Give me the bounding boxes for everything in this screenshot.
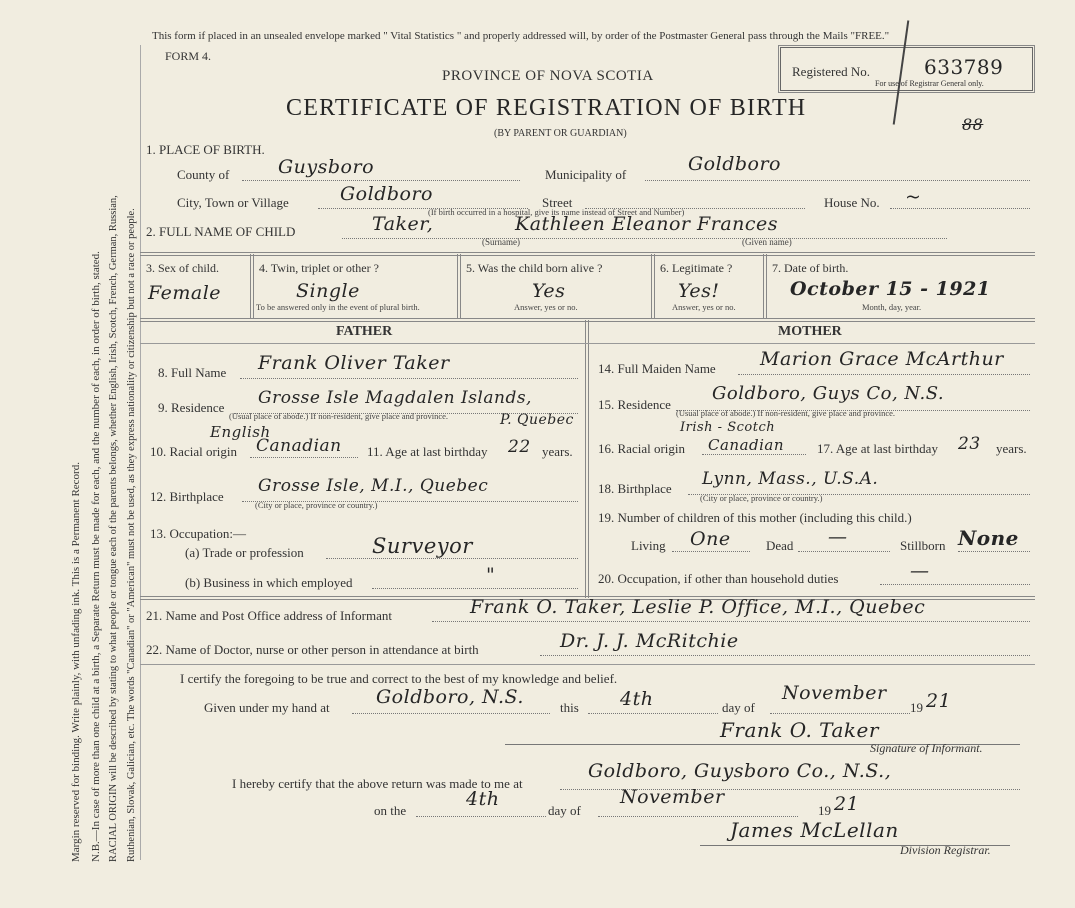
informant-value: Frank O. Taker, Leslie P. Office, M.I., Quebec (470, 596, 926, 618)
municipality-value: Goldboro (688, 153, 781, 175)
legit-note: Answer, yes or no. (672, 302, 736, 312)
registrar-text: I hereby certify that the above return was made to me at (232, 776, 523, 791)
sex-label: 3. Sex of child. (146, 261, 219, 275)
corner-mark: 88 (962, 115, 984, 134)
given-at-line (352, 713, 550, 714)
mother-res-note: (Usual place of abode.) If non-resident, give place and province. (676, 408, 896, 418)
registrar-year: 21 (834, 793, 860, 815)
given-year: 21 (926, 690, 952, 712)
day-line (588, 713, 718, 714)
mother-name: Marion Grace McArthur (760, 348, 1004, 370)
registered-note: For use of Registrar General only. (875, 79, 984, 88)
date-note: Month, day, year. (862, 302, 922, 312)
house-line (890, 208, 1030, 209)
doctor-line (540, 655, 1030, 656)
given-at-value: Goldboro, N.S. (376, 686, 524, 708)
mother-birthplace: Lynn, Mass., U.S.A. (702, 469, 879, 489)
county-value: Guysboro (278, 156, 375, 178)
informant-label: 21. Name and Post Office address of Informant (146, 608, 392, 623)
dead-value: — (828, 526, 848, 548)
registrar-day-line (416, 816, 546, 817)
parents-subline (140, 343, 1035, 344)
trade-line (326, 558, 578, 559)
mother-name-label: 14. Full Maiden Name (598, 361, 716, 376)
children-label: 19. Number of children of this mother (including this child.) (598, 510, 912, 525)
page-subtitle: (BY PARENT OR GUARDIAN) (494, 128, 627, 139)
father-trade: Surveyor (372, 534, 473, 558)
stillborn-value: None (958, 526, 1019, 550)
mother-occ-value: — (910, 560, 930, 582)
father-birthplace: Grosse Isle, M.I., Quebec (258, 476, 489, 496)
registrar-day: 4th (466, 788, 500, 810)
father-res-label: 9. Residence (158, 400, 225, 415)
mother-occ-line (880, 584, 1030, 585)
city-label: City, Town or Village (177, 195, 289, 210)
margin-note-1: Margin reserved for binding. Write plainly, with unfading ink. This is a Permanent Record. (70, 462, 82, 862)
mother-age: 23 (958, 434, 981, 454)
mother-occ-label: 20. Occupation, if other than household duties (598, 571, 839, 586)
margin-note-4: Ruthenian, Slovak, Galician, etc. The words "Canadian" or "American" must not be used, as they express nationality or citizenship but not a race or people. (126, 208, 137, 862)
month-line (770, 713, 910, 714)
municipality-line (645, 180, 1030, 181)
given-note: (Given name) (742, 237, 792, 247)
mother-bp-label: 18. Birthplace (598, 481, 672, 496)
child-name-line (342, 238, 947, 239)
divider-v4 (763, 254, 767, 318)
father-racial: Canadian (256, 436, 342, 456)
registered-number: 633789 (924, 55, 1004, 79)
informant-signature: Frank O. Taker (720, 718, 879, 742)
legit-value: Yes! (678, 280, 720, 302)
mother-heading: MOTHER (778, 324, 842, 339)
sex-value: Female (148, 282, 222, 304)
city-value: Goldboro (340, 183, 433, 205)
father-residence: Grosse Isle Magdalen Islands, (258, 388, 532, 408)
divider-v2 (457, 254, 461, 318)
margin-notes (58, 30, 142, 870)
given-day-label: day of (722, 700, 755, 715)
divider-v1 (250, 254, 254, 318)
mother-res-label: 15. Residence (598, 397, 671, 412)
margin-note-2: N.B.—In case of more than one child at a birth, a Separate Return must be made for each, and the number of each, in order of birth, stated. (90, 251, 102, 862)
date-label: 7. Date of birth. (772, 261, 849, 275)
father-heading: FATHER (336, 324, 393, 339)
registrar-day-label: day of (548, 803, 581, 818)
doctor-value: Dr. J. J. McRitchie (560, 630, 739, 652)
county-label: County of (177, 167, 230, 182)
mother-bp-note: (City or place, province or country.) (700, 493, 823, 503)
father-racial-line (250, 457, 358, 458)
mother-racial-label: 16. Racial origin (598, 441, 686, 456)
dead-line (798, 551, 890, 552)
father-age-label: 11. Age at last birthday (367, 444, 488, 459)
registrar-place: Goldboro, Guysboro Co., N.S., (588, 760, 892, 782)
mother-years: years. (996, 441, 1027, 456)
child-given-name: Kathleen Eleanor Frances (515, 213, 779, 235)
divider-v3 (651, 254, 655, 318)
father-name-line (240, 378, 578, 379)
registrar-on-label: on the (374, 803, 407, 818)
surname-note: (Surname) (482, 237, 520, 247)
alive-label: 5. Was the child born alive ? (466, 261, 603, 275)
given-day: 4th (620, 688, 654, 710)
house-dash: ~ (905, 186, 922, 208)
this-label: this (560, 700, 579, 715)
given-year-prefix: 19 (910, 700, 923, 715)
frame-left (140, 45, 141, 860)
street-note: (If birth occurred in a hospital, give its name instead of Street and Number) (428, 207, 685, 217)
father-age: 22 (508, 437, 531, 457)
mother-racial-correction: Irish - Scotch (680, 420, 776, 435)
signature-label: Signature of Informant. (870, 741, 983, 755)
mother-racial: Canadian (708, 436, 785, 454)
municipality-label: Municipality of (545, 167, 627, 182)
certify-text: I certify the foregoing to be true and correct to the best of my knowledge and belief. (180, 671, 618, 686)
date-value: October 15 - 1921 (790, 278, 991, 300)
twin-value: Single (296, 280, 360, 302)
father-residence-2: P. Quebec (500, 412, 574, 428)
living-value: One (690, 528, 731, 550)
divider-cert (140, 664, 1035, 665)
living-line (672, 551, 750, 552)
registered-label: Registered No. (792, 64, 870, 79)
doctor-label: 22. Name of Doctor, nurse or other person in attendance at birth (146, 642, 479, 657)
alive-note: Answer, yes or no. (514, 302, 578, 312)
given-under-label: Given under my hand at (204, 700, 330, 715)
informant-line (432, 621, 1030, 622)
registrar-signature: James McLellan (730, 818, 899, 842)
father-occ-label: 13. Occupation:— (150, 526, 247, 541)
father-bp-label: 12. Birthplace (150, 489, 224, 504)
parents-divider (585, 320, 589, 598)
mother-name-line (738, 374, 1030, 375)
business-line (372, 588, 578, 589)
divider-row3-top (140, 252, 1035, 256)
given-month: November (782, 682, 887, 704)
place-of-birth-label: 1. PLACE OF BIRTH. (146, 142, 265, 157)
twin-note: To be answered only in the event of plural birth. (256, 302, 420, 312)
business-label: (b) Business in which employed (185, 575, 353, 590)
child-surname: Taker, (372, 213, 434, 235)
living-label: Living (631, 538, 666, 553)
father-racial-label: 10. Racial origin (150, 444, 238, 459)
father-racial-correction: English (210, 423, 271, 441)
mother-racial-line (702, 454, 806, 455)
father-name-label: 8. Full Name (158, 365, 227, 380)
county-line (242, 180, 520, 181)
registrar-year-prefix: 19 (818, 803, 831, 818)
dead-label: Dead (766, 538, 794, 553)
mother-residence: Goldboro, Guys Co, N.S. (712, 383, 945, 404)
father-name: Frank Oliver Taker (258, 352, 450, 374)
house-label: House No. (824, 195, 880, 210)
margin-note-3: RACIAL ORIGIN will be described by stating to what people or tongue each of the parents belongs, whether English, Irish, Scotch, French, German, Russian, (108, 195, 119, 862)
twin-label: 4. Twin, triplet or other ? (259, 261, 379, 275)
street-label: Street (542, 195, 573, 210)
stillborn-label: Stillborn (900, 538, 946, 553)
father-bp-note: (City or place, province or country.) (255, 500, 378, 510)
postal-note: This form if placed in an unsealed envelope marked " Vital Statistics " and properly addressed will, by order of the Postmaster General pass through the Mails "FREE." (152, 30, 890, 42)
father-res-note: (Usual place of abode.) If non-resident, give place and province. (229, 411, 449, 421)
province-heading: PROVINCE OF NOVA SCOTIA (442, 68, 654, 84)
child-name-label: 2. FULL NAME OF CHILD (146, 224, 296, 239)
trade-label: (a) Trade or profession (185, 545, 304, 560)
father-business: " (486, 564, 496, 586)
alive-value: Yes (532, 280, 566, 302)
legit-label: 6. Legitimate ? (660, 261, 733, 275)
stillborn-line (958, 551, 1030, 552)
registrar-month-line (598, 816, 798, 817)
father-years: years. (542, 444, 573, 459)
form-number: FORM 4. (165, 49, 212, 63)
registrar-sig-label: Division Registrar. (900, 843, 991, 857)
page-title: CERTIFICATE OF REGISTRATION OF BIRTH (286, 95, 807, 121)
mother-age-label: 17. Age at last birthday (817, 441, 938, 456)
registrar-month: November (620, 786, 725, 808)
